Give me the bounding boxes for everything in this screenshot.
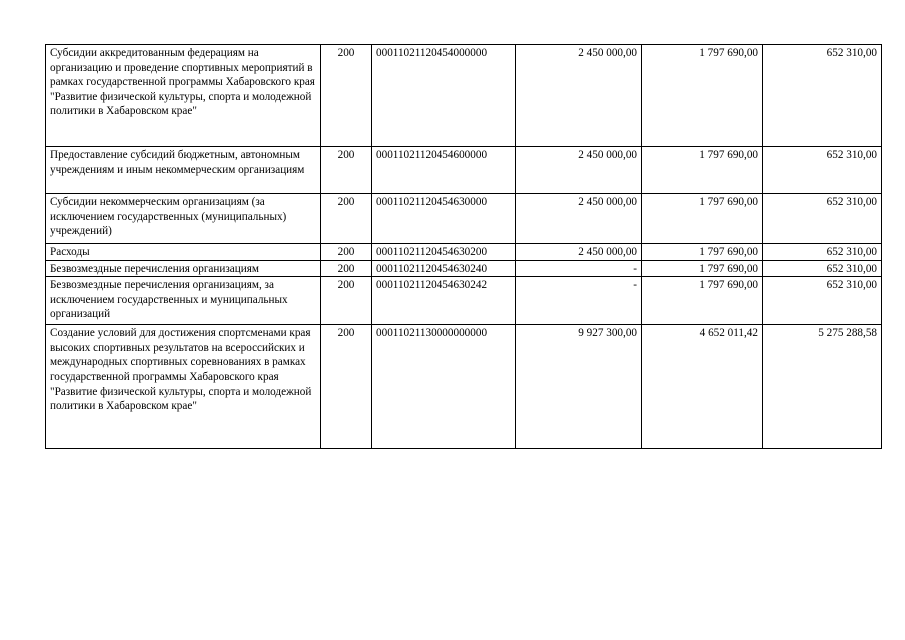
row-name-cell: Создание условий для достижения спортсменами края высоких спортивных результатов на всероссийских и международных спортивных соревнованиях в рамках государственной программы Хабаровского края "Развитие физической культуры, спорта и молодежной политики в Хабаровском крае" <box>46 325 321 449</box>
row-budget-classification-code-cell: 00011021120454600000 <box>372 147 516 194</box>
row-approved-amount-cell: 9 927 300,00 <box>516 325 642 449</box>
row-line-code-cell: 200 <box>321 260 372 277</box>
row-executed-amount-cell: 1 797 690,00 <box>642 277 763 325</box>
table-row <box>46 244 882 261</box>
row-unexecuted-amount-cell: 652 310,00 <box>763 194 882 244</box>
row-executed-amount-cell: 1 797 690,00 <box>642 260 763 277</box>
row-line-code-cell: 200 <box>321 45 372 147</box>
table-row <box>46 194 882 244</box>
row-approved-amount-cell: 2 450 000,00 <box>516 194 642 244</box>
row-unexecuted-amount-cell: 652 310,00 <box>763 260 882 277</box>
row-name-cell: Безвозмездные перечисления организациям, за исключением государственных и муниципальных организаций <box>46 277 321 325</box>
row-line-code-cell: 200 <box>321 325 372 449</box>
row-name-cell: Безвозмездные перечисления организациям <box>46 260 321 277</box>
row-budget-classification-code-cell: 00011021120454630200 <box>372 244 516 261</box>
row-unexecuted-amount-cell: 652 310,00 <box>763 147 882 194</box>
row-budget-classification-code-cell: 00011021120454630000 <box>372 194 516 244</box>
row-line-code-cell: 200 <box>321 277 372 325</box>
row-unexecuted-amount-cell: 652 310,00 <box>763 277 882 325</box>
row-executed-amount-cell: 4 652 011,42 <box>642 325 763 449</box>
row-approved-amount-cell: 2 450 000,00 <box>516 147 642 194</box>
row-budget-classification-code-cell: 00011021120454000000 <box>372 45 516 147</box>
table-row <box>46 277 882 325</box>
row-name-cell: Расходы <box>46 244 321 261</box>
table-row <box>46 147 882 194</box>
row-name-cell: Субсидии некоммерческим организациям (за исключением государственных (муниципальных) учреждений) <box>46 194 321 244</box>
row-executed-amount-cell: 1 797 690,00 <box>642 147 763 194</box>
row-executed-amount-cell: 1 797 690,00 <box>642 194 763 244</box>
row-approved-amount-cell: 2 450 000,00 <box>516 45 642 147</box>
row-unexecuted-amount-cell: 652 310,00 <box>763 45 882 147</box>
row-name-cell: Субсидии аккредитованным федерациям на организацию и проведение спортивных мероприятий в рамках государственной программы Хабаровского края "Развитие физической культуры, спорта и молодежной политики в Хабаровском крае" <box>46 45 321 147</box>
row-line-code-cell: 200 <box>321 194 372 244</box>
row-unexecuted-amount-cell: 5 275 288,58 <box>763 325 882 449</box>
row-budget-classification-code-cell: 00011021130000000000 <box>372 325 516 449</box>
row-executed-amount-cell: 1 797 690,00 <box>642 244 763 261</box>
table-row <box>46 325 882 449</box>
table-row <box>46 260 882 277</box>
row-approved-amount-cell: - <box>516 260 642 277</box>
table-row <box>46 45 882 147</box>
row-executed-amount-cell: 1 797 690,00 <box>642 45 763 147</box>
row-approved-amount-cell: 2 450 000,00 <box>516 244 642 261</box>
row-name-cell: Предоставление субсидий бюджетным, автономным учреждениям и иным некоммерческим организациям <box>46 147 321 194</box>
row-line-code-cell: 200 <box>321 244 372 261</box>
row-budget-classification-code-cell: 00011021120454630240 <box>372 260 516 277</box>
budget-execution-table <box>45 44 882 449</box>
row-unexecuted-amount-cell: 652 310,00 <box>763 244 882 261</box>
row-line-code-cell: 200 <box>321 147 372 194</box>
row-budget-classification-code-cell: 00011021120454630242 <box>372 277 516 325</box>
row-approved-amount-cell: - <box>516 277 642 325</box>
